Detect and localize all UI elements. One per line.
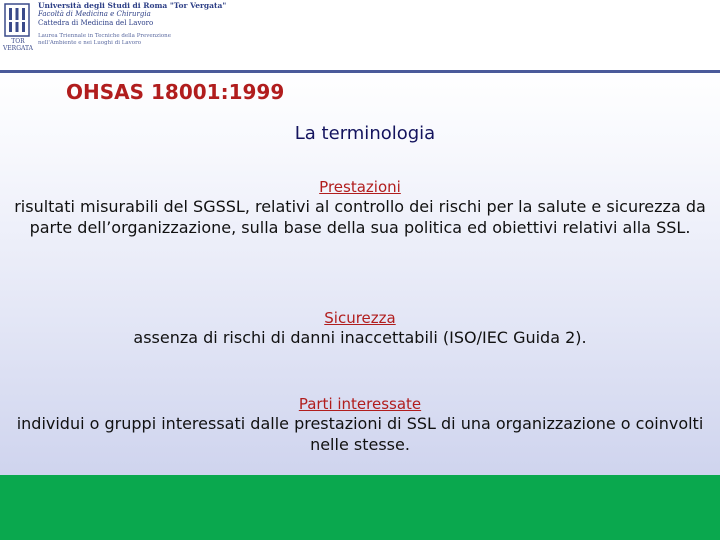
header-divider [0,70,720,73]
course-line-1: Laurea Triennale in Tecniche della Prevenzione [38,33,171,39]
definition-term: Sicurezza [324,309,396,327]
logo-caption: TOR VERGATA [2,38,34,52]
definition-block [4,395,716,455]
definition-text: risultati misurabili del SGSSL, relativi al controllo dei rischi per la salute e sicurezza da parte dell’organizzazione, sulla base della sua politica ed obiettivi relativi alla SSL. [14,197,706,237]
footer-band [0,475,720,540]
chair-name: Cattedra di Medicina del Lavoro [38,19,154,27]
definition-term: Parti interessate [298,395,422,413]
definition-block [4,309,716,348]
definition-text: individui o gruppi interessati dalle prestazioni di SSL di una organizzazione o coinvolti nelle stesse. [16,414,704,454]
definition-block [4,178,716,238]
standard-title: OHSAS 18001:1999 [66,80,285,104]
section-title: La terminologia [294,123,436,144]
course-line-2: nell'Ambiente e nei Luoghi di Lavoro [38,40,142,46]
slide-header [0,0,720,70]
faculty-name: Facoltà di Medicina e Chirurgia [38,10,151,18]
institution-block [38,1,228,47]
definition-term: Prestazioni [319,178,401,196]
definition-text: assenza di rischi di danni inaccettabili (ISO/IEC Guida 2). [133,328,587,347]
university-name: Università degli Studi di Roma "Tor Vergata" [38,1,227,10]
